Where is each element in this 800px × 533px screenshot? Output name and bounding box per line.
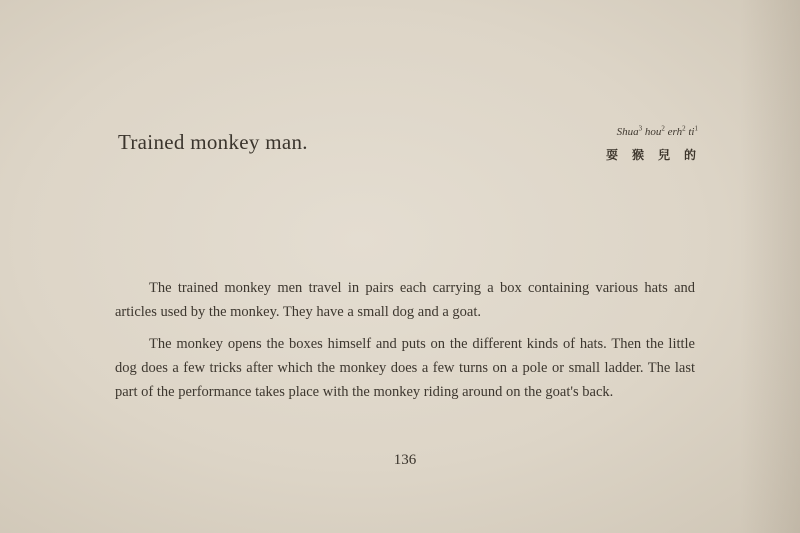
paragraph: The monkey opens the boxes himself and puts on the different kinds of hats. Then the little dog does a few tricks after which the monkey does a few turns on a pole or small ladder. The last part of the performance takes place with the monkey riding around on the goat's back. <box>115 336 695 400</box>
romanization-line <box>617 124 698 138</box>
romanization-syllable: Shua$^3$ <box>616 124 643 138</box>
body-text <box>115 276 695 412</box>
chinese-char: 耍 <box>605 148 618 162</box>
chinese-char: 猴 <box>631 148 644 162</box>
chinese-char: 的 <box>683 148 696 162</box>
page-number: 136 <box>393 452 417 468</box>
romanization-syllable: erh$^2$ <box>667 124 686 138</box>
page-title: Trained monkey man. <box>118 130 308 154</box>
romanization-syllable: hou$^2$ <box>644 124 665 138</box>
chinese-caption <box>606 146 696 163</box>
chinese-char: 兒 <box>657 148 670 162</box>
romanization-syllable: $ti^1$ <box>688 124 698 138</box>
paragraph: The trained monkey men travel in pairs each carrying a box containing various hats and articles used by the monkey. They have a small dog and a goat. <box>115 280 695 320</box>
